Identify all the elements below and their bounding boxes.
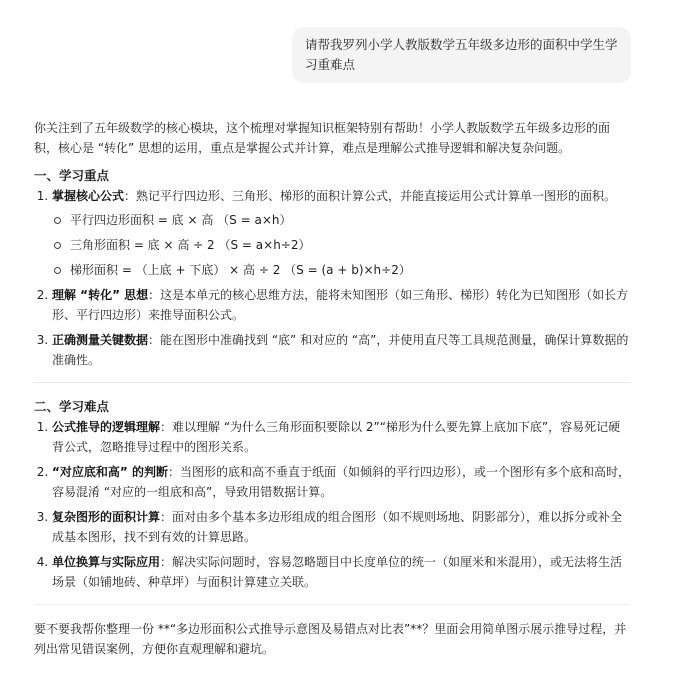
item-label: “对应底和高” 的判断 <box>52 465 168 479</box>
list-item <box>52 285 630 325</box>
section-heading-key-points: 一、学习重点 <box>34 168 110 183</box>
circle-bullet-icon <box>54 242 61 249</box>
item-label: 复杂图形的面积计算 <box>52 510 161 524</box>
item-label: 理解 “转化” 思想 <box>52 288 149 302</box>
list-item <box>52 507 630 547</box>
user-message-bubble <box>292 27 631 83</box>
item-text: ：能在图形中准确找到 “底” 和对应的 “高”，并使用直尺等工具规范测量，确保计算数据的准确性。 <box>52 333 629 367</box>
formula-item <box>52 260 630 280</box>
item-label: 公式推导的逻辑理解 <box>52 420 161 434</box>
formula-item <box>52 210 630 230</box>
item-text: ：解决实际问题时，容易忽略题目中长度单位的统一（如厘米和米混用），或无法将生活场景（如铺地砖、种草坪）与面积计算建立关联。 <box>52 555 623 589</box>
circle-bullet-icon <box>54 267 61 274</box>
list-item <box>52 552 630 592</box>
item-text: ：当图形的底和高不垂直于纸面（如倾斜的平行四边形），或一个图形有多个底和高时，容易混淆 “对应的一组底和高”，导致用错数据计算。 <box>52 465 630 499</box>
item-label: 掌握核心公式 <box>52 189 125 203</box>
list-item <box>52 330 630 370</box>
item-text: ：熟记平行四边形、三角形、梯形的面积计算公式，并能直接运用公式计算单一图形的面积。 <box>124 189 617 203</box>
formula-text: 平行四边形面积 = 底 × 高 （S = a×h） <box>70 213 292 227</box>
formula-item <box>52 235 630 255</box>
item-text: ：面对由多个基本多边形组成的组合图形（如不规则场地、阴影部分），难以拆分或补全成基本图形，找不到有效的计算思路。 <box>52 510 623 544</box>
item-label: 正确测量关键数据 <box>52 333 149 347</box>
item-label: 单位换算与实际应用 <box>52 555 161 569</box>
formula-text: 三角形面积 = 底 × 高 ÷ 2 （S = a×h÷2） <box>70 238 311 252</box>
circle-bullet-icon <box>54 217 61 224</box>
list-item <box>52 186 630 280</box>
divider <box>34 382 630 383</box>
difficulties-list <box>34 417 630 592</box>
user-message-text: 请帮我罗列小学人教版数学五年级多边形的面积中学生学习重难点 <box>305 37 618 72</box>
key-points-list <box>34 186 630 370</box>
item-text: ：这是本单元的核心思维方法，能将未知图形（如三角形、梯形）转化为已知图形（如长方形、平行四边形）来推导面积公式。 <box>52 288 629 322</box>
list-item <box>52 417 630 457</box>
item-text: ：难以理解 “为什么三角形面积要除以 2”“梯形为什么要先算上底加下底”，容易死记硬背公式，忽略推导过程中的图形关系。 <box>52 420 621 454</box>
list-item <box>52 462 630 502</box>
assistant-response <box>34 118 630 659</box>
section-heading-difficulties: 二、学习难点 <box>34 399 110 414</box>
intro-paragraph: 你关注到了五年级数学的核心模块，这个梳理对掌握知识框架特别有帮助！小学人教版数学五年级多边形的面积，核心是 “转化” 思想的运用，重点是掌握公式并计算，难点是理解公式推导逻辑和解决复杂问题。 <box>34 121 611 155</box>
divider <box>34 604 630 605</box>
formula-list <box>52 210 630 280</box>
closing-paragraph: 要不要我帮你整理一份 **“多边形面积公式推导示意图及易错点对比表”**？里面会用简单图示展示推导过程，并列出常见错误案例，方便你直观理解和避坑。 <box>34 622 627 656</box>
formula-text: 梯形面积 = （上底 + 下底） × 高 ÷ 2 （S = (a + b)×h÷2） <box>70 263 411 277</box>
